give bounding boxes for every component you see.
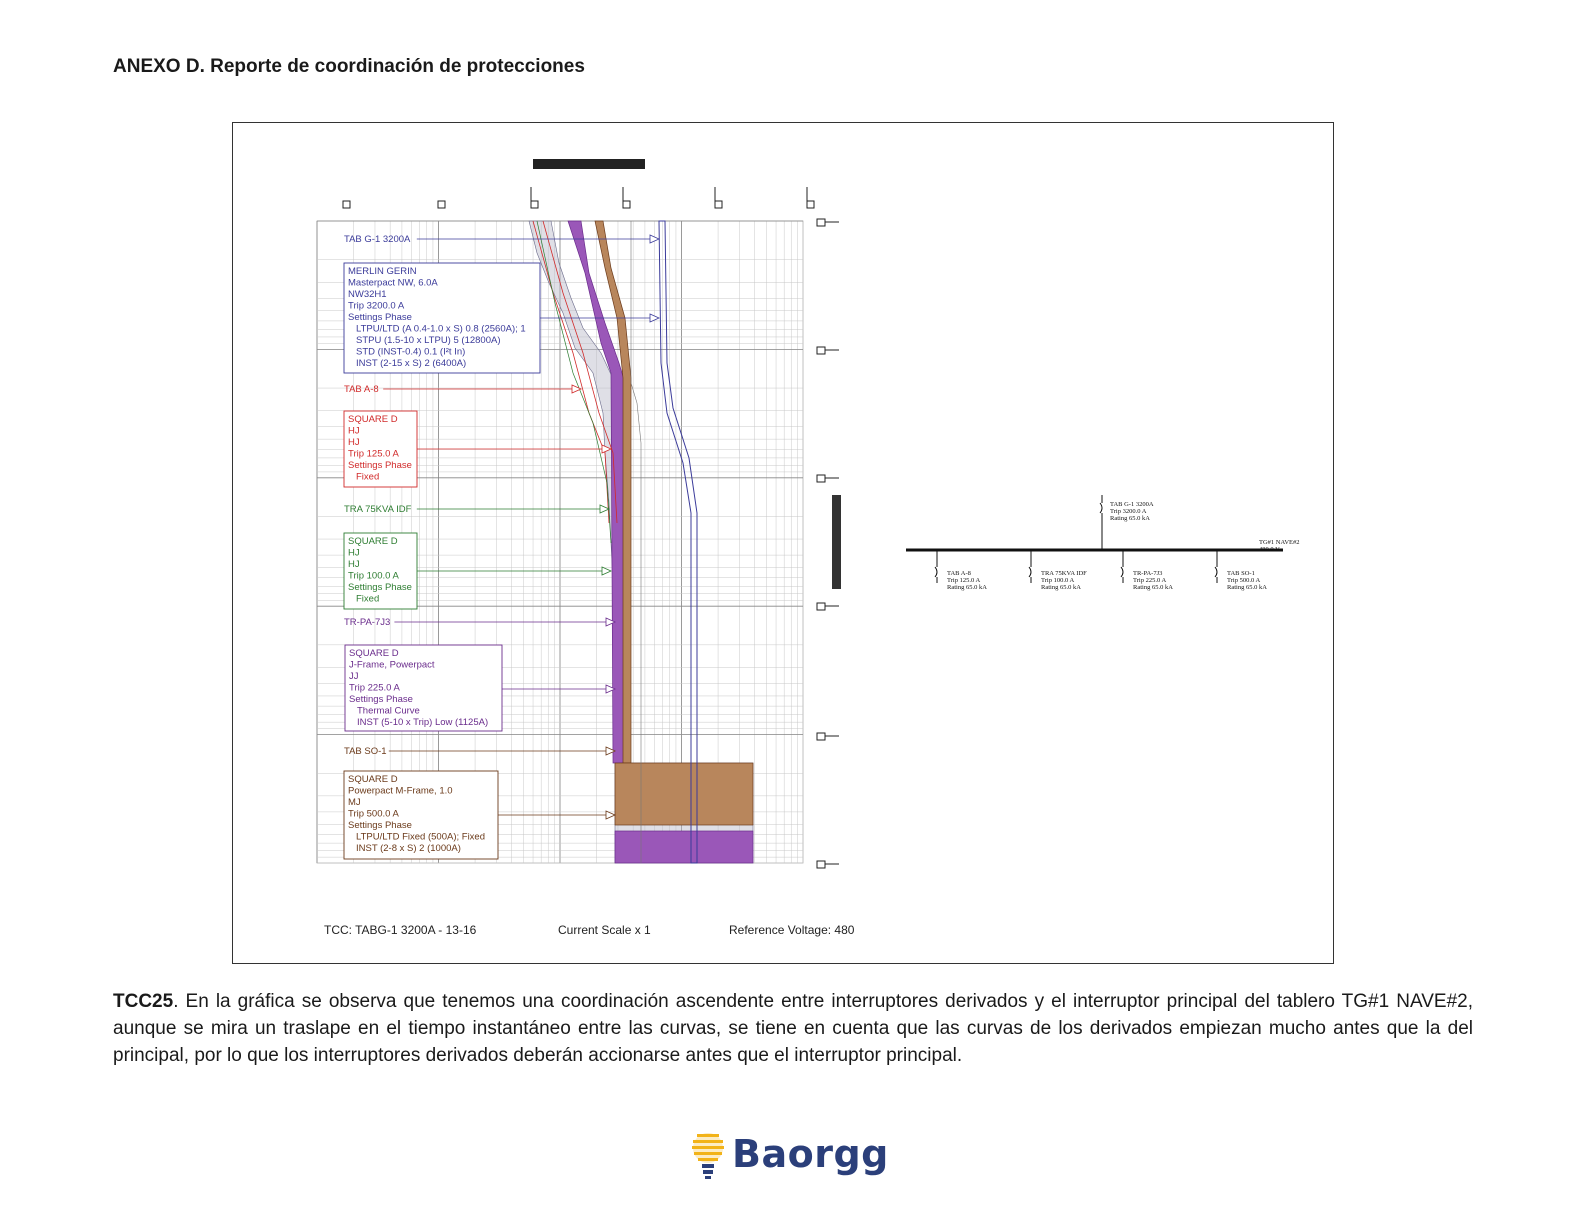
bulb-logo-icon xyxy=(688,1128,730,1184)
reference-voltage: Reference Voltage: 480 xyxy=(729,923,855,937)
logo-text: Baorgg xyxy=(732,1132,889,1176)
device-setting-line: J-Frame, Powerpact xyxy=(349,659,435,671)
feeder-breaker-symbol xyxy=(1029,567,1031,577)
page-heading: ANEXO D. Reporte de coordinación de protecciones xyxy=(113,56,585,77)
caption-lead: TCC25 xyxy=(113,991,174,1012)
device-setting-line: MERLIN GERIN xyxy=(348,266,417,277)
device-setting-line: Settings Phase xyxy=(348,820,412,831)
figure-caption xyxy=(113,988,1473,1069)
feeder-label: Rating 65.0 kA xyxy=(1133,584,1173,591)
curve-label-3 xyxy=(344,504,611,609)
curve-label-text: TAB A-8 xyxy=(344,384,379,395)
device-settings-box xyxy=(344,411,417,487)
curve-label-4 xyxy=(344,617,615,731)
device-setting-line: SQUARE D xyxy=(348,536,398,547)
device-setting-line: Fixed xyxy=(356,471,380,483)
right-axis-label-smudge xyxy=(832,495,841,589)
device-setting-line: STPU (1.5-10 x LTPU) 5 (12800A) xyxy=(356,335,501,346)
device-setting-line: Trip 100.0 A xyxy=(348,570,399,582)
feeder-label: Rating 65.0 kA xyxy=(1041,584,1081,591)
device-settings-box xyxy=(344,771,498,859)
curve-label-text: TAB SO-1 xyxy=(344,746,387,757)
baorgg-logo xyxy=(688,1126,888,1186)
device-setting-line: HJ xyxy=(348,425,360,437)
feeder-label: Rating 65.0 kA xyxy=(947,584,987,591)
device-setting-line: Fixed xyxy=(356,593,380,605)
device-setting-line: LTPU/LTD (A 0.4-1.0 x S) 0.8 (2560A); 1 xyxy=(356,323,526,335)
device-setting-line: Trip 225.0 A xyxy=(349,682,400,694)
device-setting-line: SQUARE D xyxy=(348,774,398,785)
curve-label-5 xyxy=(344,746,615,859)
chart-title-smudge xyxy=(533,159,645,169)
feeder-breaker-symbol xyxy=(935,567,937,577)
device-setting-line: INST (2-8 x S) 2 (1000A) xyxy=(356,843,461,854)
device-setting-line: Settings Phase xyxy=(348,582,412,593)
curve-label-text: TRA 75KVA IDF xyxy=(344,504,412,515)
curve-bands xyxy=(529,221,753,863)
device-setting-line: SQUARE D xyxy=(349,648,399,659)
device-setting-line: Masterpact NW, 6.0A xyxy=(348,277,438,289)
feeder-label: TAB SO-1 xyxy=(1227,570,1255,577)
device-setting-line: HJ xyxy=(348,437,360,448)
device-setting-line: INST (5-10 x Trip) Low (1125A) xyxy=(357,717,489,728)
feeder-label: Trip 500.0 A xyxy=(1227,577,1261,584)
feeder-label: TR-PA-7J3 xyxy=(1133,570,1163,577)
curve-label-text: TR-PA-7J3 xyxy=(344,617,391,628)
feeder-label: Trip 225.0 A xyxy=(1133,577,1167,584)
feeder-breaker-symbol xyxy=(1121,567,1123,577)
device-settings-box xyxy=(344,533,417,609)
device-settings-box xyxy=(345,645,502,731)
device-setting-line: LTPU/LTD Fixed (500A); Fixed xyxy=(356,831,485,843)
tcc-chart xyxy=(233,123,1333,963)
tcc-name: TCC: TABG-1 3200A - 13-16 xyxy=(324,923,477,937)
feeder-label: Trip 100.0 A xyxy=(1041,577,1075,584)
device-setting-line: HJ xyxy=(348,559,360,570)
main-breaker-label: Rating 65.0 kA xyxy=(1110,515,1150,522)
device-setting-line: Settings Phase xyxy=(349,694,413,705)
main-breaker-symbol xyxy=(1100,503,1102,513)
bus-label: 480.0 V xyxy=(1259,546,1280,553)
one-line-diagram xyxy=(906,495,1300,591)
bus-label: TG#1 NAVE#2 xyxy=(1259,539,1300,546)
feeder-label: Rating 65.0 kA xyxy=(1227,584,1267,591)
main-breaker-label: TAB G-1 3200A xyxy=(1110,501,1154,508)
device-setting-line: INST (2-15 x S) 2 (6400A) xyxy=(356,358,467,369)
device-setting-line: Trip 500.0 A xyxy=(348,808,399,820)
device-setting-line: Thermal Curve xyxy=(357,705,420,717)
device-settings-box xyxy=(344,263,540,373)
device-setting-line: Settings Phase xyxy=(348,460,412,471)
main-breaker-label: Trip 3200.0 A xyxy=(1110,508,1147,515)
curve-label-2 xyxy=(344,384,611,487)
device-setting-line: Powerpact M-Frame, 1.0 xyxy=(348,785,453,797)
feeder-label: Trip 125.0 A xyxy=(947,577,981,584)
curve-label-text: TAB G-1 3200A xyxy=(344,234,411,245)
device-setting-line: MJ xyxy=(348,797,361,808)
device-setting-line: SQUARE D xyxy=(348,414,398,425)
caption-text: . En la gráfica se observa que tenemos una coordinación ascendente entre interruptores derivados y el interruptor principal del tablero TG#1 NAVE#2, aunque se mira un traslape en el tiempo instantáneo entre las curvas, se tiene en cuenta que las curvas de los derivados empiezan mucho antes que la del principal, por lo que los interruptores derivados deberán accionarse antes que el interruptor principal. xyxy=(113,991,1473,1066)
top-axis-ticks xyxy=(343,187,814,208)
feeder-breaker-symbol xyxy=(1215,567,1217,577)
feeder-label: TRA 75KVA IDF xyxy=(1041,570,1087,577)
feeder-label: TAB A-8 xyxy=(947,570,971,577)
device-setting-line: JJ xyxy=(349,671,359,682)
device-setting-line: STD (INST-0.4) 0.1 (I²t In) xyxy=(356,346,466,358)
device-setting-line: Trip 3200.0 A xyxy=(348,300,405,312)
device-setting-line: Trip 125.0 A xyxy=(348,448,399,460)
tcc-figure xyxy=(232,122,1334,964)
current-scale: Current Scale x 1 xyxy=(558,923,651,937)
device-setting-line: NW32H1 xyxy=(348,289,387,300)
device-setting-line: Settings Phase xyxy=(348,312,412,323)
device-setting-line: HJ xyxy=(348,547,360,559)
